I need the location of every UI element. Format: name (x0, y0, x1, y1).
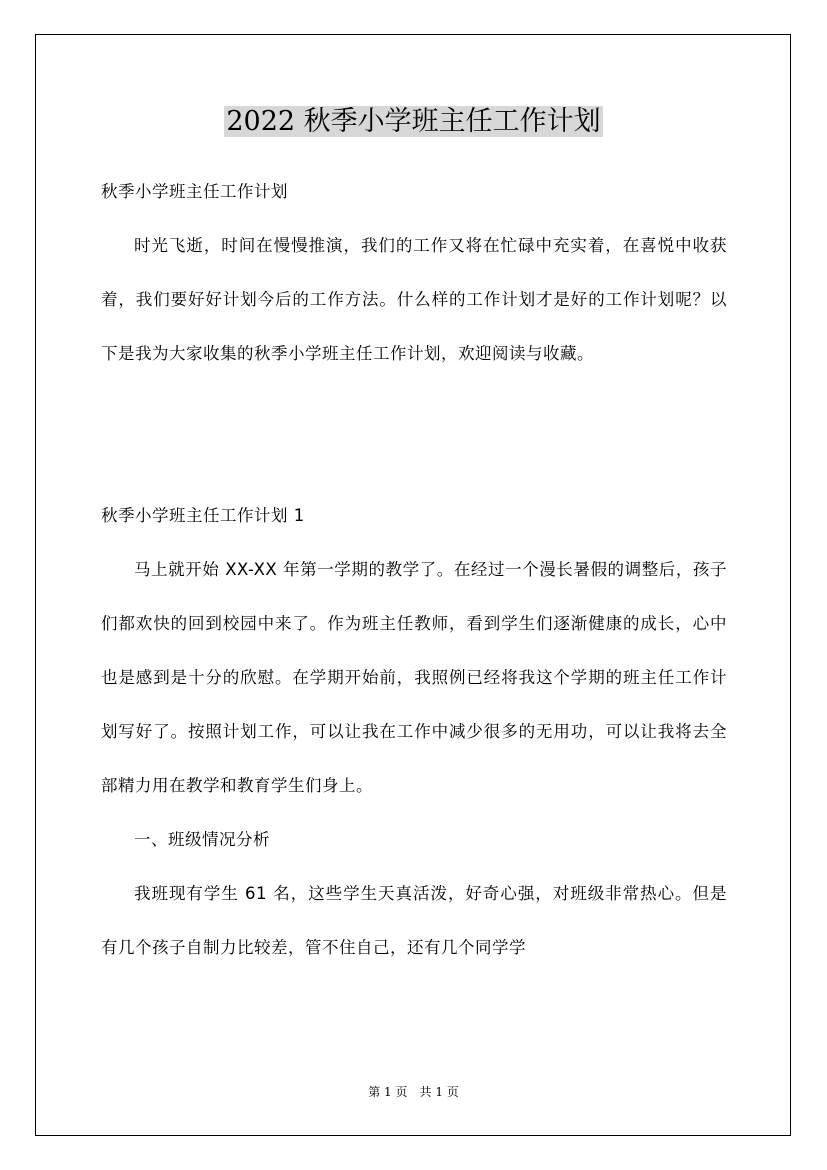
page-footer: 第 1 页 共 1 页 (368, 1085, 459, 1099)
paragraph-1: 马上就开始 XX-XX 年第一学期的教学了。在经过一个漫长暑假的调整后，孩子们都欢快的回到校园中来了。作为班主任教师，看到学生们逐渐健康的成长，心中也是感到是十分的欣慰。在学期开始前，我照例已经将我这个学期的班主任工作计划写好了。按照计划工作，可以让我在工作中减少很多的无用功，可以让我将去全部精力用在教学和教育学生们身上。 (101, 560, 727, 795)
paragraph-2: 我班现有学生 61 名，这些学生天真活泼，好奇心强，对班级非常热心。但是有几个孩子自制力比较差，管不住自己，还有几个同学学 (101, 884, 727, 957)
intro-paragraph: 时光飞逝，时间在慢慢推演，我们的工作又将在忙碌中充实着，在喜悦中收获着，我们要好好计划今后的工作方法。什么样的工作计划才是好的工作计划呢？以下是我为大家收集的秋季小学班主任工作计划，欢迎阅读与收藏。 (101, 236, 727, 363)
section-heading-class-analysis: 一、班级情况分析 (134, 830, 270, 849)
document-title (0, 100, 827, 144)
subtitle-plan-1: 秋季小学班主任工作计划 1 (101, 506, 305, 525)
subtitle-plan: 秋季小学班主任工作计划 (101, 182, 288, 201)
document-title-text: 2022 秋季小学班主任工作计划 (226, 106, 601, 137)
document-body (101, 165, 727, 381)
document-body-section (101, 489, 727, 975)
